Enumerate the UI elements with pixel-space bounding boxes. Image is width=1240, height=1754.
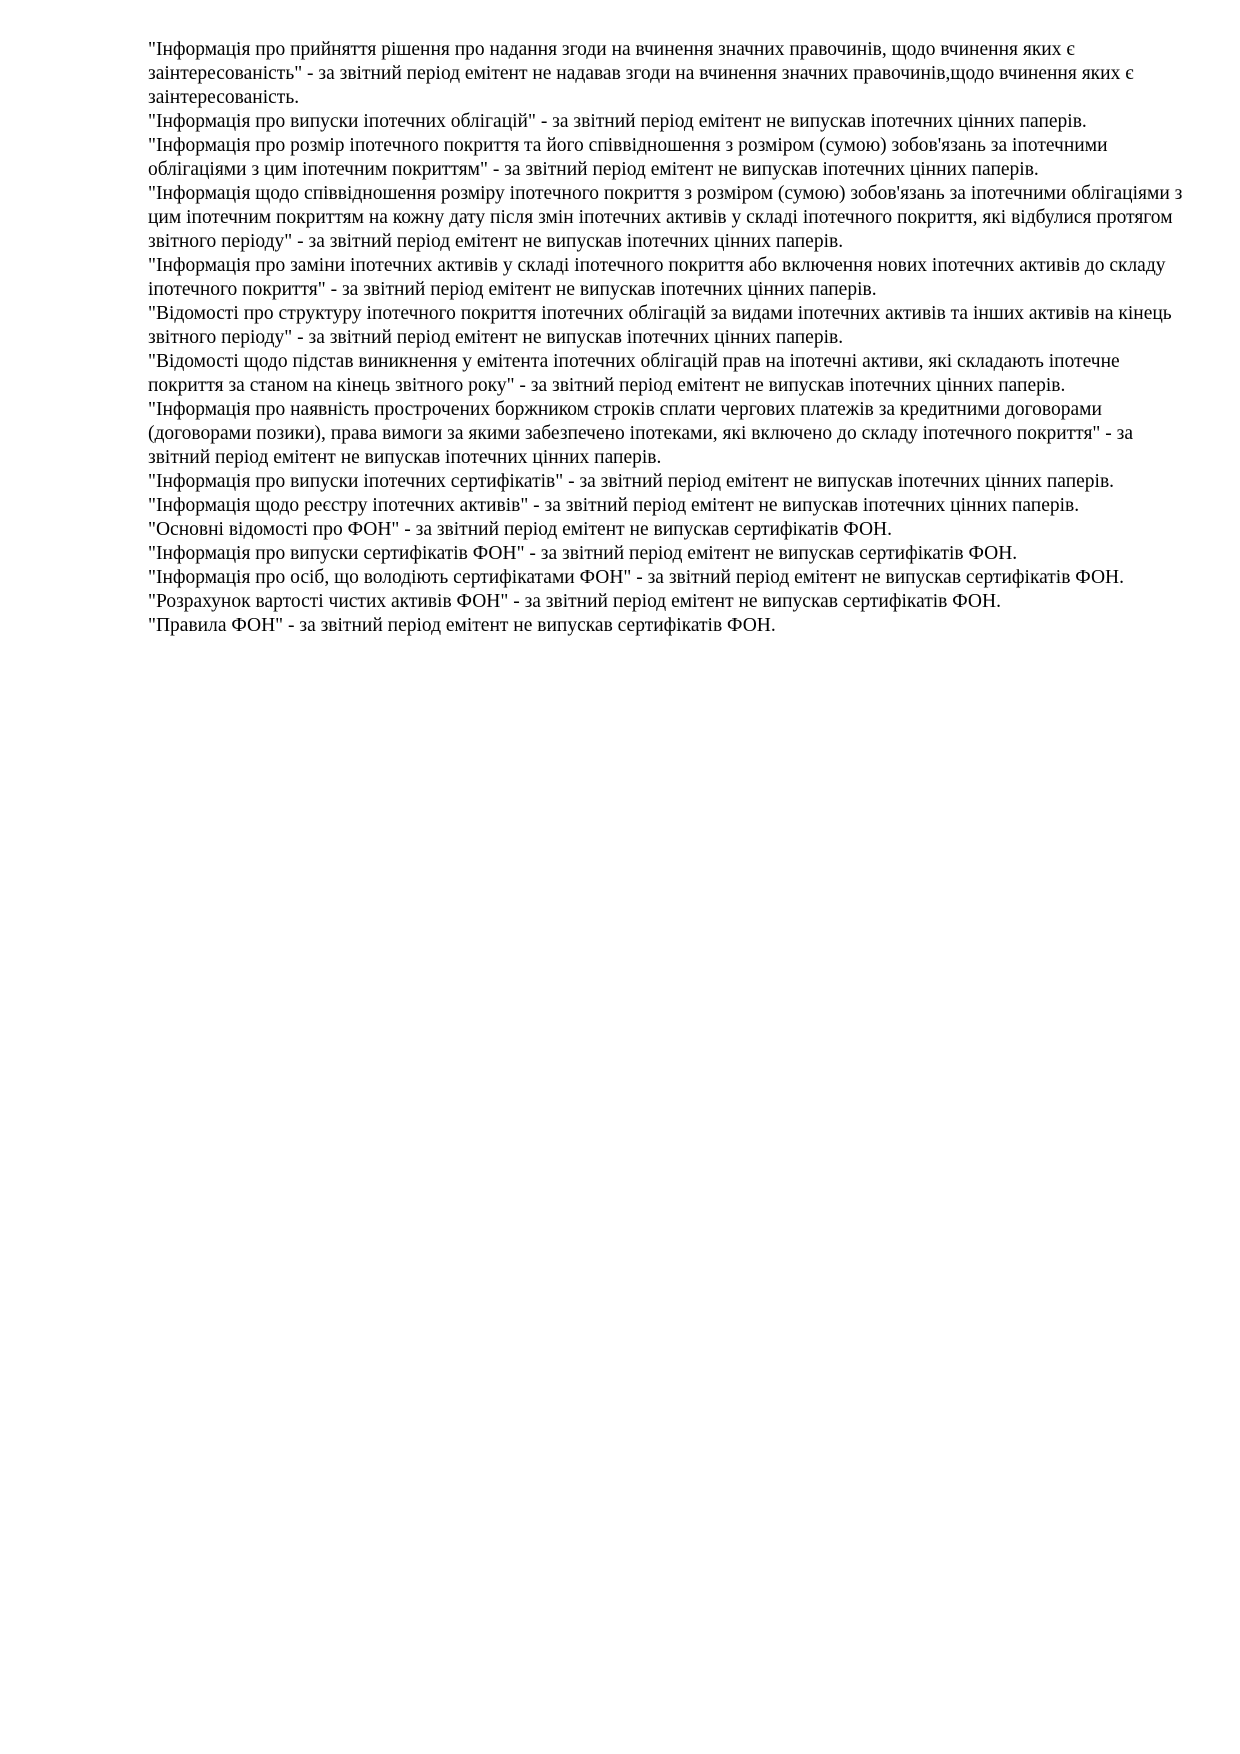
paragraph-mortgage-coverage-ratio: "Інформація щодо співвідношення розміру іпотечного покриття з розміром (сумою) зобов'язань за іпотечними облігаціями з цим іпотечним покриттям на кожну дату після змін іпотечних активів у складі іпотечного покриття, які відбулися протягом звітного періоду" - за звітний період емітент не випускав іпотечних цінних паперів. <box>148 183 1183 252</box>
paragraph-overdue-payments: "Інформація про наявність прострочених боржником строків сплати чергових платежів за кредитними договорами (договорами позики), права вимоги за якими забезпечено іпотеками, які включено до складу іпотечного покриття" - за звітний період емітент не випускав іпотечних цінних паперів. <box>148 399 1133 468</box>
paragraph-fon-net-assets: "Розрахунок вартості чистих активів ФОН" - за звітний період емітент не випускав сертифікатів ФОН. <box>148 591 1001 612</box>
paragraph-mortgage-assets-register: "Інформація щодо реєстру іпотечних активів" - за звітний період емітент не випускав іпотечних цінних паперів. <box>148 495 1080 516</box>
paragraph-fon-basic-info: "Основні відомості про ФОН" - за звітний період емітент не випускав сертифікатів ФОН. <box>148 519 892 540</box>
paragraph-mortgage-assets-replacement: "Інформація про заміни іпотечних активів у складі іпотечного покриття або включення нових іпотечних активів до складу іпотечного покриття" - за звітний період емітент не випускав іпотечних цінних паперів. <box>148 255 1166 300</box>
paragraph-fon-rules: "Правила ФОН" - за звітний період емітент не випускав сертифікатів ФОН. <box>148 615 776 636</box>
paragraph-fon-certificates-issues: "Інформація про випуски сертифікатів ФОН" - за звітний період емітент не випускав сертифікатів ФОН. <box>148 543 1018 564</box>
paragraph-significant-transactions-consent: "Інформація про прийняття рішення про надання згоди на вчинення значних правочинів, щодо вчинення яких є заінтересованість" - за звітний період емітент не надавав згоди на вчинення значних правочинів,щодо вчинення яких є заінтересованість. <box>148 39 1134 108</box>
paragraph-mortgage-coverage-size: "Інформація про розмір іпотечного покриття та його співвідношення з розміром (сумою) зобов'язань за іпотечними облігаціями з цим іпотечним покриттям" - за звітний період емітент не випускав іпотечних цінних паперів. <box>148 135 1108 180</box>
paragraph-mortgage-certificates-issues: "Інформація про випуски іпотечних сертифікатів" - за звітний період емітент не випускав іпотечних цінних паперів. <box>148 471 1115 492</box>
paragraph-fon-certificate-holders: "Інформація про осіб, що володіють сертифікатами ФОН" - за звітний період емітент не випускав сертифікатів ФОН. <box>148 567 1124 588</box>
paragraph-mortgage-coverage-structure: "Відомості про структуру іпотечного покриття іпотечних облігацій за видами іпотечних активів та інших активів на кінець звітного періоду" - за звітний період емітент не випускав іпотечних цінних паперів. <box>148 303 1172 348</box>
paragraph-mortgage-bonds-issues: "Інформація про випуски іпотечних облігацій" - за звітний період емітент не випускав іпотечних цінних паперів. <box>148 111 1087 132</box>
paragraph-mortgage-assets-rights: "Відомості щодо підстав виникнення у емітента іпотечних облігацій прав на іпотечні активи, які складають іпотечне покриття за станом на кінець звітного року" - за звітний період емітент не випускав іпотечних цінних паперів. <box>148 351 1120 396</box>
document-body <box>148 38 1188 638</box>
